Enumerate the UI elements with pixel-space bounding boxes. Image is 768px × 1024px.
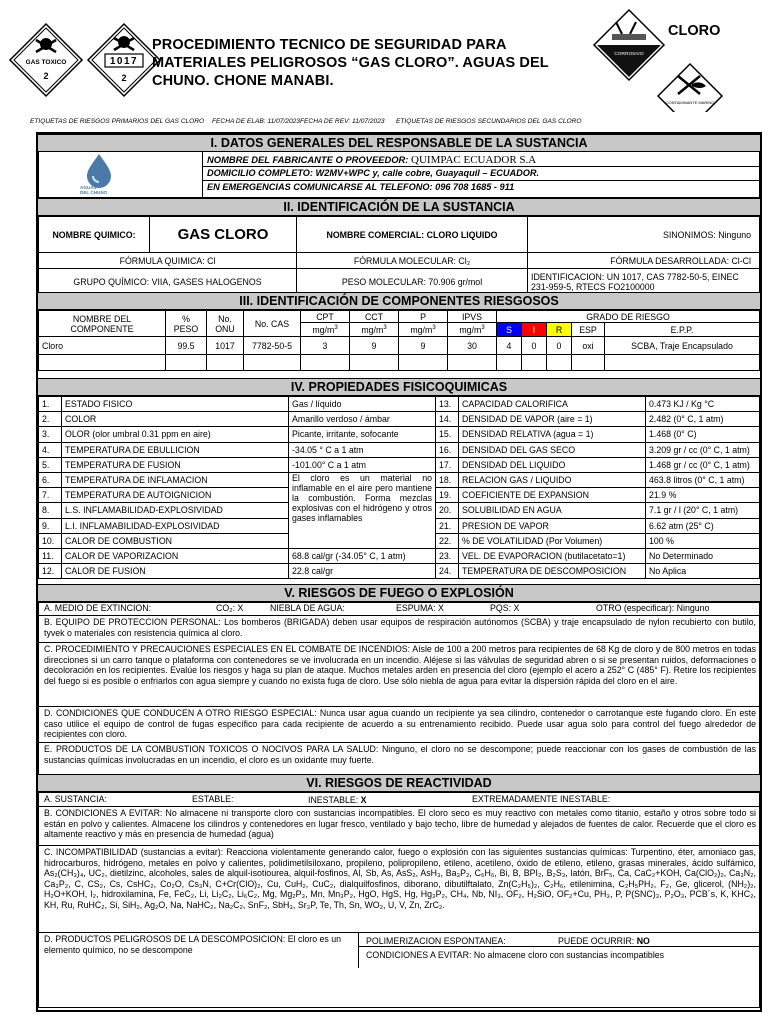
nombre-quimico-value: GAS CLORO [150, 217, 297, 253]
prop-right-label: DENSIDAD DEL GAS SECO [459, 442, 646, 457]
prop-right-number: 23. [436, 548, 459, 563]
corrosive-diamond-icon [592, 8, 666, 82]
prop-left-number: 11. [39, 548, 62, 563]
prop-left-number: 3. [39, 427, 62, 442]
row-cct: 9 [350, 337, 399, 355]
incompatibilidad-text: C. INCOMPATIBILIDAD (sustancias a evitar): Reacciona violentamente generando calor, fuego o explosión con las siguientes sustancias químicas: Turpentino, éter, amoniaco gas, hidrocarburos, hidrógeno, metales en polvo y calientes, polidimetilsiloxano, propileno, polipropileno, etileno, acetileno, óxido de etileno, etileno, grasas minerales, ácido sulfámico, As₂(CH₃)₄, UC₂, dietilzinc, alcoholes, sales de alquil-isotiourea, alquil-fosfinos, Al, Sb, As, AsS₂, AsH₃, Ba₃P₂, C₆H₆, Bi, B, BPI₂, B₂S₃, latón, BrF₅, Ca, CaC₂+KOH, Ca(ClO₂)₂, Ca₃N₂, Ca₃P₂, C, CS₂, Cs, CsHC₂, Co₂O, Cs₃N, C+Cr(ClO)₂, Cu, CuH₂, CuC₂, dialquilfosfinos, diborano, dibutilftalato, Zn(C₂H₅)₂, C₂H₆, etilenimina, C₂H₅PH₂, F₂, Ge, glicerol, (NH₂)₂, H₂O+KOH, I₂, hidroxilamina, Fe, FeC₂, Li, Li₂C₂, Li₆C₂, Mg, Mg₂P₃, Mn, Mn₃P₂, HgO, HgS, Hg, Hg₃P₂, CH₄, Nb, NI₃, OF₂, H₂SiO, OF₂+Cu, PH₃, P, P(SNC)₃, P₂O₃, PCB´s, K, KHC₂, KH, Ru, RuHC₂, Si, SiH₂, Ag₂O, Na, NaHC₂, Na₂C₂, SnF₂, SbH₃, Sr₃P, Te, Th, Sn, WO₂, U, V, Zn, ZrC₂. [44, 847, 756, 910]
col-cas: No. CAS [244, 311, 301, 337]
prop-left-value: Amarillo verdoso / ámbar [289, 412, 436, 427]
prop-left-number: 10. [39, 533, 62, 548]
nombre-quimico-label: NOMBRE QUIMICO: [39, 217, 150, 253]
row-cas: 7782-50-5 [244, 337, 301, 355]
substance-name: CLORO [668, 23, 721, 39]
prop-right-label: DENSIDAD RELATIVA (agua = 1) [459, 427, 646, 442]
emergency-phone: EN EMERGENCIAS COMUNICARSE AL TELEFONO: 096 708 1685 - 911 [207, 182, 515, 192]
un-number-diamond-icon [86, 22, 162, 98]
prop-right-label: % DE VOLATILIDAD (Por Volumen) [459, 533, 646, 548]
prop-right-label: COEFICIENTE DE EXPANSION [459, 488, 646, 503]
col-r: R [547, 323, 572, 337]
prop-right-value: 6.62 atm (25° C) [646, 518, 760, 533]
condiciones-evitar-text: B. CONDICIONES A EVITAR: No almacene ni transporte cloro con sustancias incompatibles. El cloro seco es muy reactivo con metales como titanio, estaño y otros sobre todo si están en polvo y calientes. Almacene los cilindros y contenedores en lugar fresco, ventilado y bajo techo, libre de humedad y alejados de fuentes de calor. Recuerde que el cloro es altamente reactivo y más en presencia de humedad (agua) [44, 808, 756, 839]
polimerizacion-value-label: PUEDE OCURRIR: [558, 936, 635, 946]
otro-option: OTRO (especificar): Ninguno [596, 603, 710, 613]
identification-table [38, 216, 760, 295]
prop-right-number: 24. [436, 564, 459, 579]
toxic-gas-diamond-icon [8, 22, 84, 98]
col-onu: No. ONU [207, 311, 244, 337]
corrosive-sign-label: CORROSIVO [614, 52, 644, 57]
unit-ipvs: mg/m [459, 324, 482, 335]
pqs-option: PQS: X [490, 603, 520, 613]
row-nombre: Cloro [39, 337, 166, 355]
medio-extincion-label: A. MEDIO DE EXTINCION: [44, 603, 152, 613]
section-4-title: IV. PROPIEDADES FISICOQUIMICAS [38, 378, 760, 396]
fabricante-label: NOMBRE DEL FABRICANTE O PROVEEDOR: [207, 154, 409, 165]
row-r: 0 [547, 337, 572, 355]
prop-right-value: 100 % [646, 533, 760, 548]
section-5-title: V. RIESGOS DE FUEGO O EXPLOSIÓN [38, 584, 760, 602]
prop-left-number: 4. [39, 442, 62, 457]
prop-left-number: 9. [39, 518, 62, 533]
identificacion: IDENTIFICACION: UN 1017, CAS 7782-50-5, EINEC 231-959-5, RTECS FO2100000 [528, 269, 760, 295]
row-ipvs: 30 [448, 337, 497, 355]
prop-left-label: CALOR DE COMBUSTION [62, 533, 289, 548]
nombre-comercial: NOMBRE COMERCIAL: CLORO LIQUIDO [297, 217, 528, 253]
prop-left-value: -34.05 ° C a 1 atm [289, 442, 436, 457]
prop-left-number: 6. [39, 472, 62, 487]
col-esp: ESP [572, 323, 605, 337]
prop-right-label: PRESION DE VAPOR [459, 518, 646, 533]
section-1-title: I. DATOS GENERALES DEL RESPONSABLE DE LA SUSTANCIA [38, 134, 760, 152]
subline-primary: ETIQUETAS DE RIESGOS PRIMARIOS DEL GAS CLORO [30, 118, 205, 125]
productos-combustion-text: E. PRODUCTOS DE LA COMBUSTION TOXICOS O NOCIVOS PARA LA SALUD: Ninguno, el cloro no se descompone; puede reaccionar con los gases de combustión de las sustancias químicas involucradas en un incendio, el cloro es un oxidante muy fuerte. [44, 744, 756, 765]
prop-left-label: TEMPERATURA DE INFLAMACION [62, 472, 289, 487]
col-i: I [522, 323, 547, 337]
col-p: P [399, 311, 448, 323]
prop-left-label: TEMPERATURA DE AUTOIGNICION [62, 488, 289, 503]
prop-right-value: 1.468 (0° C) [646, 427, 760, 442]
un-class: 2 [121, 73, 127, 83]
combate-incendios-text: C. PROCEDIMIENTO Y PRECAUCIONES ESPECIALES EN EL COMBATE DE INCENDIOS: Aísle de 100 a 200 metros para recipientes de 68 Kg de cloro y de 800 metros en todas direcciones si un carro tanque o plataforma con contenedores se ve involucrada en un incendio. Aléjese si las válvulas de seguridad abren o si se presentan ruidos, deformaciones o decoloración en los recipientes. Evalúe los riesgos y haga su plan de ataque. Muchos metales arden en presencia del cloro (ejemplo el acero a 252° C (485° F). Retire los recipientes del fuego si es posible o enfriarlos con agua siempre y cuando no exista fuga de cloro. Use sólo niebla de agua para evitar la dispersión rápida del cloro en el aire. [44, 644, 756, 686]
prop-left-label: CALOR DE FUSION [62, 564, 289, 579]
prop-right-value: No Aplica [646, 564, 760, 579]
estable-option: ESTABLE: [192, 794, 234, 804]
col-cpt: CPT [301, 311, 350, 323]
row-p: 9 [399, 337, 448, 355]
prop-left-value: 22.8 cal/gr [289, 564, 436, 579]
riesgo-especial-text: D. CONDICIONES QUE CONDUCEN A OTRO RIESGO ESPECIAL: Nunca usar agua cuando un recipiente ya sea cilindro, contenedor o carrotanque este fugando cloro. En este caso utilice el equipo de control de fugas específico para cada recipiente de acuerdo a su entrenamiento recibido. Puede usar agua solo para control del fuego alrededor de recipientes con cloro. [44, 708, 756, 739]
prop-left-value: 68.8 cal/gr (-34.05° C, 1 atm) [289, 548, 436, 563]
prop-left-label: ESTADO FISICO [62, 397, 289, 412]
prop-left-number: 2. [39, 412, 62, 427]
niebla-option: NIEBLA DE AGUA: [270, 603, 345, 613]
toxic-sign-class: 2 [43, 71, 49, 81]
subline-secondary: ETIQUETAS DE RIESGOS SECUNDARIOS DEL GAS CLORO [396, 118, 582, 125]
prop-left-label: L.I. INFLAMABILIDAD-EXPLOSIVIDAD [62, 518, 289, 533]
prop-left-label: TEMPERATURA DE EBULLICION [62, 442, 289, 457]
grupo-quimico: GRUPO QUÍMICO: VIIA, GASES HALOGENOS [39, 269, 297, 295]
prop-right-label: TEMPERATURA DE DESCOMPOSICION [459, 564, 646, 579]
prop-left-value: -101.00° C a 1 atm [289, 457, 436, 472]
formula-quimica: FÓRMULA QUIMICA: Cl [39, 253, 297, 269]
prop-right-label: VEL. DE EVAPORACION (butilacetato=1) [459, 548, 646, 563]
sinonimos: SINONIMOS: Ninguno [528, 217, 760, 253]
prop-left-label: CALOR DE VAPORIZACION [62, 548, 289, 563]
prop-right-number: 18. [436, 472, 459, 487]
prop-left-value: Picante, irritante, sofocante [289, 427, 436, 442]
col-grado: GRADO DE RIESGO [497, 311, 760, 323]
productos-descomposicion-text: D. PRODUCTOS PELIGROSOS DE LA DESCOMPOSICION: El cloro es un elemento químico, no se descompone [44, 934, 342, 955]
domicilio: DOMICILIO COMPLETO: W2MV+WPC y, calle cobre, Guayaquil – ECUADOR. [207, 168, 540, 178]
row-s: 4 [497, 337, 522, 355]
row-esp: oxi [572, 337, 605, 355]
inestable-option: INESTABLE: [308, 795, 359, 805]
row-epp: SCBA, Traje Encapsulado [605, 337, 760, 355]
prop-right-number: 19. [436, 488, 459, 503]
subline-elab-date: FECHA DE ELAB: 11/07/2023 [212, 118, 300, 125]
prop-left-number: 12. [39, 564, 62, 579]
prop-right-number: 20. [436, 503, 459, 518]
extremadamente-inestable-option: EXTREMADAMENTE INESTABLE: [472, 794, 611, 804]
polimerizacion-value: NO [636, 936, 650, 946]
prop-inflammability-note: El cloro es un material no inflamable en el aire pero mantiene la combustión. Forma mezclas explosivas con el hidrógeno y otros gases inflamables [289, 472, 436, 548]
co2-option: CO₂: X [216, 603, 244, 613]
prop-right-value: 3.209 gr / cc (0° C, 1 atm) [646, 442, 760, 457]
prop-right-label: DENSIDAD DEL LIQUIDO [459, 457, 646, 472]
prop-left-label: TEMPERATURA DE FUSION [62, 457, 289, 472]
environment-hazard-diamond-icon [656, 62, 724, 112]
row-onu: 1017 [207, 337, 244, 355]
toxic-sign-label: GAS TOXICO [25, 59, 67, 66]
document-title: PROCEDIMIENTO TECNICO DE SEGURIDAD PARA MATERIALES PELIGROSOS “GAS CLORO”. AGUAS DEL CHUNO. CHONE MANABI. [152, 37, 549, 89]
inestable-mark: X [360, 795, 367, 805]
peso-molecular: PESO MOLECULAR: 70.906 gr/mol [297, 269, 528, 295]
logo-text: AGUAS DEL CHUNO [80, 185, 108, 195]
prop-left-label: COLOR [62, 412, 289, 427]
prop-right-value: 463.8 litros (0° C, 1 atm) [646, 472, 760, 487]
prop-left-number: 1. [39, 397, 62, 412]
fabricante-value: QUIMPAC ECUADOR S.A [411, 154, 537, 166]
prop-right-value: No Determinado [646, 548, 760, 563]
prop-right-number: 16. [436, 442, 459, 457]
polimerizacion-condiciones: CONDICIONES A EVITAR: No almacene cloro con sustancias incompatibles [366, 950, 665, 960]
prop-left-value: Gas / líquido [289, 397, 436, 412]
unit-cpt: mg/m [312, 324, 335, 335]
prop-right-value: 7.1 gr / l (20° C, 1 atm) [646, 503, 760, 518]
prop-right-value: 21.9 % [646, 488, 760, 503]
prop-right-number: 21. [436, 518, 459, 533]
prop-right-label: SOLUBILIDAD EN AGUA [459, 503, 646, 518]
row-peso: 99.5 [166, 337, 207, 355]
subline-rev-date: FECHA DE REV: 11/07/2023 [300, 118, 385, 125]
section-6-title: VI. RIESGOS DE REACTIVIDAD [38, 774, 760, 792]
components-table: NOMBRE DEL COMPONENTE % PESO No. ONU No. CAS CPT CCT P IPVS GRADO DE RIESGO $mg/m^3$ $mg/m^3$ $mg/m^3$ $mg/m^3$ S I R ESP E.P.P. Cloro 99.5 1017 7782-50-5 3 9 9 30 4 0 0 oxi SCBA, Traje Encapsulado [38, 310, 760, 371]
prop-right-label: RELACION GAS / LIQUIDO [459, 472, 646, 487]
formula-desarrollada: FÓRMULA DESARROLLADA: Cl-Cl [528, 253, 760, 269]
prop-left-number: 5. [39, 457, 62, 472]
col-peso: % PESO [166, 311, 207, 337]
row-cpt: 3 [301, 337, 350, 355]
col-nombre: NOMBRE DEL COMPONENTE [39, 311, 166, 337]
prop-right-number: 15. [436, 427, 459, 442]
environment-sign-label: CONTAMINANTE MARINO [665, 100, 715, 105]
prop-right-value: 1.468 gr / cc (0° C, 1 atm) [646, 457, 760, 472]
prop-right-label: CAPACIDAD CALORIFICA [459, 397, 646, 412]
prop-left-label: OLOR (olor umbral 0.31 ppm en aire) [62, 427, 289, 442]
unit-cct: mg/m [361, 324, 384, 335]
unit-p: mg/m [410, 324, 433, 335]
prop-left-number: 8. [39, 503, 62, 518]
un-number: 1017 [109, 56, 139, 67]
col-cct: CCT [350, 311, 399, 323]
prop-right-number: 14. [436, 412, 459, 427]
prop-right-number: 22. [436, 533, 459, 548]
prop-right-number: 13. [436, 397, 459, 412]
prop-right-number: 17. [436, 457, 459, 472]
prop-left-number: 7. [39, 488, 62, 503]
section-3-title: III. IDENTIFICACIÓN DE COMPONENTES RIESGOSOS [38, 292, 760, 310]
properties-table [38, 396, 760, 579]
prop-left-label: L.S. INFLAMABILIDAD-EXPLOSIVIDAD [62, 503, 289, 518]
section-2-title: II. IDENTIFICACIÓN DE LA SUSTANCIA [38, 198, 760, 216]
formula-molecular: FÓRMULA MOLECULAR: Cl₂ [297, 253, 528, 269]
epp-text: B. EQUIPO DE PROTECCION PERSONAL: Los bomberos (BRIGADA) deben usar equipos de respiración autónomos (SCBA) y traje encapsulado de nylon recubierto con butilo, tyvek o materiales con resistencia química al cloro. [44, 617, 756, 638]
prop-right-value: 0.473 KJ / Kg °C [646, 397, 760, 412]
prop-right-value: 2.482 (0° C, 1 atm) [646, 412, 760, 427]
col-ipvs: IPVS [448, 311, 497, 323]
espuma-option: ESPUMA: X [396, 603, 444, 613]
row-i: 0 [522, 337, 547, 355]
col-epp: E.P.P. [605, 323, 760, 337]
sustancia-label: A. SUSTANCIA: [44, 794, 107, 804]
col-s: S [497, 323, 522, 337]
prop-right-label: DENSIDAD DE VAPOR (aire = 1) [459, 412, 646, 427]
polimerizacion-label: POLIMERIZACION ESPONTANEA: [366, 936, 506, 946]
